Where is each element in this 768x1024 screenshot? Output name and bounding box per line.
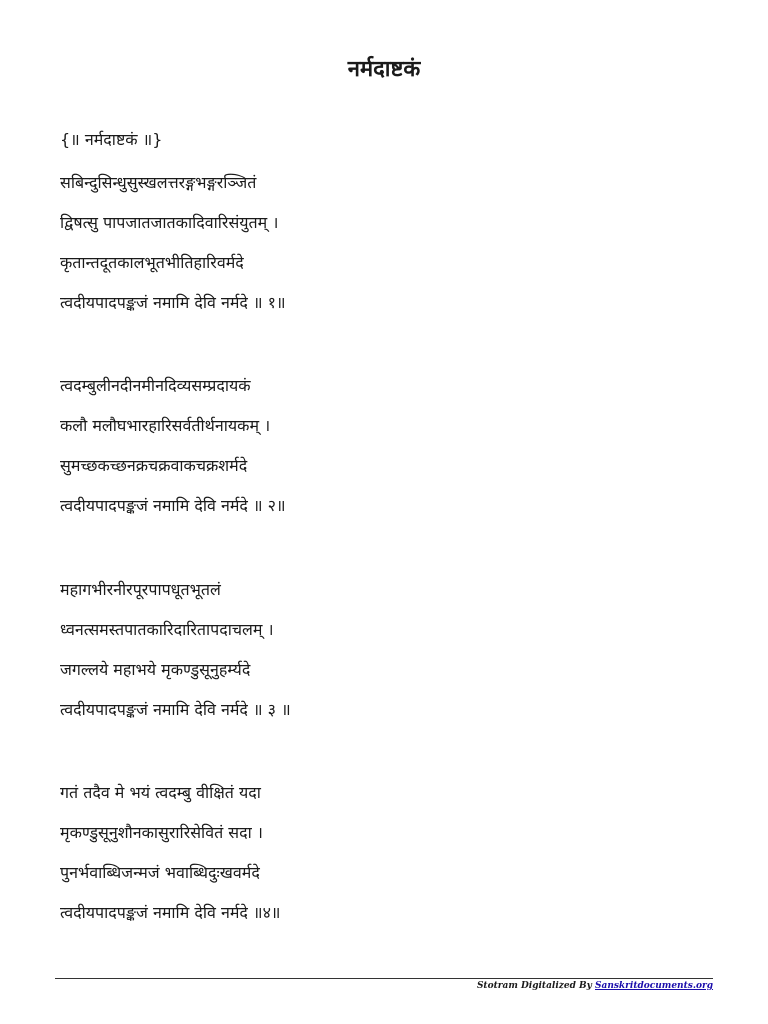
verse-line: सबिन्दुसिन्धुसुस्खलत्तरङ्गभङ्गरञ्जितं: [60, 173, 257, 192]
verse-3: [60, 577, 740, 723]
verse-line: द्विषत्सु पापजातजातकादिवारिसंयुतम् ।: [60, 213, 279, 232]
verse-line: कृतान्तदूतकालभूतभीतिहारिवर्मदे: [60, 253, 244, 272]
verse-line: त्वदीयपादपङ्कजं नमामि देवि नर्मदे ॥ ३ ॥: [60, 700, 291, 719]
verse-line: सुमच्छकच्छनक्रचक्रवाकचक्रशर्मदे: [60, 456, 248, 475]
verse-line: गतं तदैव मे भयं त्वदम्बु वीक्षितं यदा: [60, 783, 261, 802]
verse-line: ध्वनत्समस्तपातकारिदारितापदाचलम् ।: [60, 620, 274, 639]
verse-line: त्वदम्बुलीनदीनमीनदिव्यसम्प्रदायकं: [60, 376, 251, 395]
verse-line: मृकण्डुसूनुशौनकासुरारिसेवितं सदा ।: [60, 823, 263, 842]
footer-credit: [477, 980, 713, 992]
verse-line: त्वदीयपादपङ्कजं नमामि देवि नर्मदे ॥ २॥: [60, 496, 286, 515]
verse-line: त्वदीयपादपङ्कजं नमामि देवि नर्मदे ॥ १॥: [60, 293, 286, 312]
verse-line: त्वदीयपादपङ्कजं नमामि देवि नर्मदे ॥४॥: [60, 903, 281, 922]
footer-divider: [55, 978, 713, 979]
verse-1: [60, 170, 740, 316]
footer-credit-prefix: Stotram Digitalized By: [476, 981, 595, 991]
page-title: नर्मदाष्टकं: [347, 57, 421, 82]
stotra-header: {॥ नर्मदाष्टकं ॥}: [60, 130, 163, 149]
sanskritdocuments-link[interactable]: Sanskritdocuments.org: [594, 981, 713, 991]
verse-2: [60, 373, 740, 519]
verse-line: कलौ मलौघभारहारिसर्वतीर्थनायकम् ।: [60, 416, 271, 435]
verse-4: [60, 780, 740, 926]
verse-line: जगल्लये महाभये मृकण्डुसूनुहर्म्यदे: [60, 660, 251, 679]
verse-line: पुनर्भवाब्धिजन्मजं भवाब्धिदुःखवर्मदे: [60, 863, 260, 882]
verse-line: महागभीरनीरपूरपापधूतभूतलं: [60, 580, 221, 599]
